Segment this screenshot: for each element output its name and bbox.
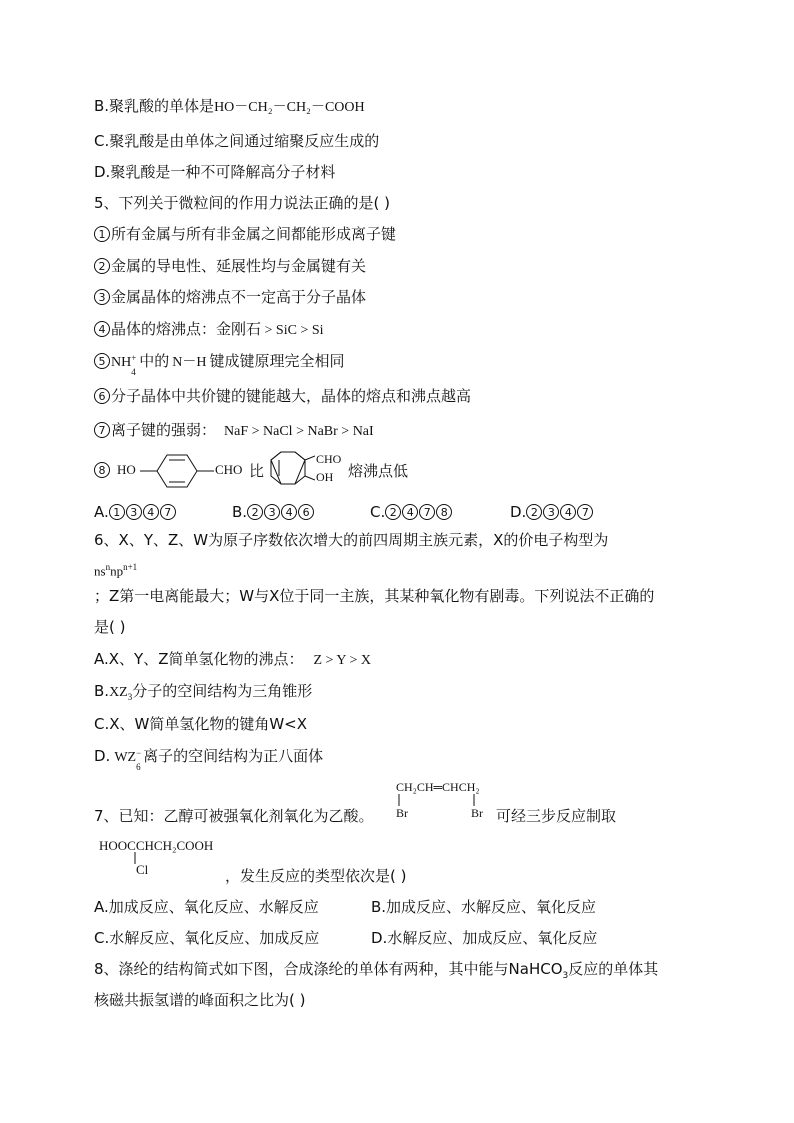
formula: N－H bbox=[172, 355, 207, 370]
circled-number: 1 bbox=[94, 226, 110, 242]
statement-text: 金属晶体的熔沸点不一定高于分子晶体 bbox=[111, 288, 367, 306]
q6-option-d bbox=[94, 746, 324, 772]
circled-number: 7 bbox=[577, 504, 593, 520]
formula: > SiC > Si bbox=[261, 323, 324, 338]
option-text: 离子的空间结构为正八面体 bbox=[143, 747, 324, 765]
q8-stem-line2: 核磁共振氢谱的峰面积之比为( ) bbox=[94, 991, 306, 1009]
option-label: C. bbox=[370, 503, 386, 521]
dibromobutene-chain: CH₂CH═CHCH₂ bbox=[396, 780, 480, 794]
option-label: B. bbox=[232, 503, 248, 521]
q5-statement-7 bbox=[94, 420, 374, 442]
subscript: 6 bbox=[136, 762, 141, 772]
q8-stem-line1 bbox=[94, 959, 658, 986]
statement-text: 离子键的强弱： bbox=[111, 421, 217, 439]
option-text: A.X、Y、Z简单氢化物的沸点： bbox=[94, 650, 304, 668]
q5-statement-5 bbox=[94, 351, 345, 377]
q7-option-b: B.加成反应、水解反应、氧化反应 bbox=[371, 898, 597, 916]
option-label: A. bbox=[94, 503, 109, 521]
circled-number: 7 bbox=[94, 422, 110, 438]
superscript: − bbox=[136, 748, 142, 758]
q7-stem-text: ，发生反应的类型依次是( ) bbox=[225, 867, 407, 885]
aldehyde-label: CHO bbox=[215, 462, 243, 477]
circled-number: 5 bbox=[94, 353, 110, 369]
q5-statement-2 bbox=[94, 256, 366, 276]
formula: XZ bbox=[109, 685, 128, 700]
chlorine-label: Cl bbox=[136, 862, 149, 877]
q5-statement-1 bbox=[94, 224, 396, 244]
option-label: B. bbox=[94, 682, 110, 700]
statement-text: 键成键原理完全相同 bbox=[209, 352, 345, 370]
q5-option-a bbox=[94, 502, 177, 522]
hydroxyl-label: HO bbox=[117, 462, 136, 477]
q4-option-d: D.聚乳酸是一种不可降解高分子材料 bbox=[94, 163, 336, 181]
circled-number: 8 bbox=[436, 504, 452, 520]
circled-number: 4 bbox=[560, 504, 576, 520]
q6-stem-line3: 是( ) bbox=[94, 618, 126, 636]
statement-text: 分子晶体中共价键的键能越大，晶体的熔点和沸点越高 bbox=[111, 387, 472, 405]
comparison-word: 比 bbox=[249, 462, 265, 480]
circled-number: 6 bbox=[94, 388, 110, 404]
circled-number: 4 bbox=[94, 321, 110, 337]
q4-option-b-formula: HO－CH₂－CH₂－COOH bbox=[214, 100, 365, 115]
q8-stem-text: 反应的单体其 bbox=[568, 960, 659, 978]
q5-statement-3 bbox=[94, 287, 366, 307]
q6-option-a bbox=[94, 649, 371, 671]
subscript: 4 bbox=[131, 367, 136, 377]
subscript: 3 bbox=[562, 971, 569, 981]
q5-option-c bbox=[370, 502, 453, 522]
config-text: ns bbox=[94, 563, 106, 579]
circled-number: 7 bbox=[160, 504, 176, 520]
hydroxyl-label: OH bbox=[316, 470, 334, 484]
statement-text: 所有金属与所有非金属之间都能形成离子键 bbox=[111, 225, 397, 243]
formula: NaF > NaCl > NaBr > NaI bbox=[224, 424, 374, 439]
subscript: 3 bbox=[127, 692, 133, 702]
q4-option-c: C.聚乳酸是由单体之间通过缩聚反应生成的 bbox=[94, 132, 380, 150]
q8-stem-text: 8、涤纶的结构简式如下图，合成涤纶的单体有两种，其中能与 bbox=[94, 960, 509, 978]
circled-number: 2 bbox=[94, 258, 110, 274]
q4-option-b-text: B.聚乳酸的单体是 bbox=[94, 97, 215, 115]
q6-stem-line1: 6、X、Y、Z、W为原子序数依次增大的前四周期主族元素，X的价电子构型为 bbox=[94, 531, 609, 549]
q7-option-c: C.水解反应、氧化反应、加成反应 bbox=[94, 929, 320, 947]
circled-number: 7 bbox=[419, 504, 435, 520]
circled-number: 4 bbox=[143, 504, 159, 520]
circled-number: 4 bbox=[281, 504, 297, 520]
config-text: np bbox=[110, 563, 124, 579]
circled-number: 8 bbox=[94, 462, 110, 478]
circled-number: 2 bbox=[385, 504, 401, 520]
statement-text: 金属的导电性、延展性均与金属键有关 bbox=[111, 257, 367, 275]
q7-stem-text: 7、已知：乙醇可被强氧化剂氧化为乙酸。 bbox=[94, 807, 374, 825]
benzene-ring-ortho bbox=[265, 448, 315, 492]
superscript: n+1 bbox=[123, 562, 138, 572]
statement-text: 中的 bbox=[139, 352, 170, 370]
q7-stem-text: 可经三步反应制取 bbox=[496, 807, 617, 825]
q6-option-c: C.X、W简单氢化物的键角W<X bbox=[94, 715, 308, 733]
q5-option-d bbox=[510, 502, 594, 522]
circled-number: 3 bbox=[543, 504, 559, 520]
superscript: n bbox=[105, 562, 111, 572]
option-label: D. bbox=[510, 503, 527, 521]
circled-number: 3 bbox=[264, 504, 280, 520]
q5-statement-4 bbox=[94, 319, 324, 341]
circled-number: 6 bbox=[298, 504, 314, 520]
circled-number: 1 bbox=[109, 504, 125, 520]
chlorosuccinic-acid-chain: HOOCCHCH₂COOH bbox=[99, 838, 214, 853]
formula: WZ bbox=[114, 750, 137, 765]
q5-stem: 5、下列关于微粒间的作用力说法正确的是( ) bbox=[94, 194, 391, 212]
option-text: 分子的空间结构为三角锥形 bbox=[132, 682, 313, 700]
q5-option-b bbox=[232, 502, 315, 522]
statement-text: 熔沸点低 bbox=[348, 462, 409, 480]
circled-number: 2 bbox=[247, 504, 263, 520]
bromine-label: Br bbox=[396, 806, 408, 820]
q6-electron-config bbox=[94, 562, 137, 579]
q7-option-a: A.加成反应、氧化反应、水解反应 bbox=[94, 898, 319, 916]
bromine-label: Br bbox=[471, 806, 483, 820]
q6-option-b bbox=[94, 681, 312, 707]
statement-text: 晶体的熔沸点：金刚石 bbox=[111, 320, 262, 338]
option-label: D. bbox=[94, 747, 111, 765]
circled-number: 4 bbox=[402, 504, 418, 520]
formula: NaHCO bbox=[508, 960, 563, 978]
q4-option-b bbox=[94, 96, 365, 118]
circled-number: 2 bbox=[526, 504, 542, 520]
circled-number: 3 bbox=[94, 289, 110, 305]
benzene-ring-para bbox=[138, 450, 218, 494]
formula: NH bbox=[111, 355, 132, 370]
q5-statement-6 bbox=[94, 386, 471, 406]
superscript: + bbox=[131, 353, 137, 363]
aldehyde-label: CHO bbox=[316, 452, 342, 466]
q7-option-d: D.水解反应、加成反应、氧化反应 bbox=[371, 929, 598, 947]
formula: Z > Y > X bbox=[313, 653, 372, 668]
circled-number: 3 bbox=[126, 504, 142, 520]
q6-stem-line2: ；Z第一电离能最大；W与X位于同一主族，其某种氧化物有剧毒。下列说法不正确的 bbox=[94, 587, 655, 605]
